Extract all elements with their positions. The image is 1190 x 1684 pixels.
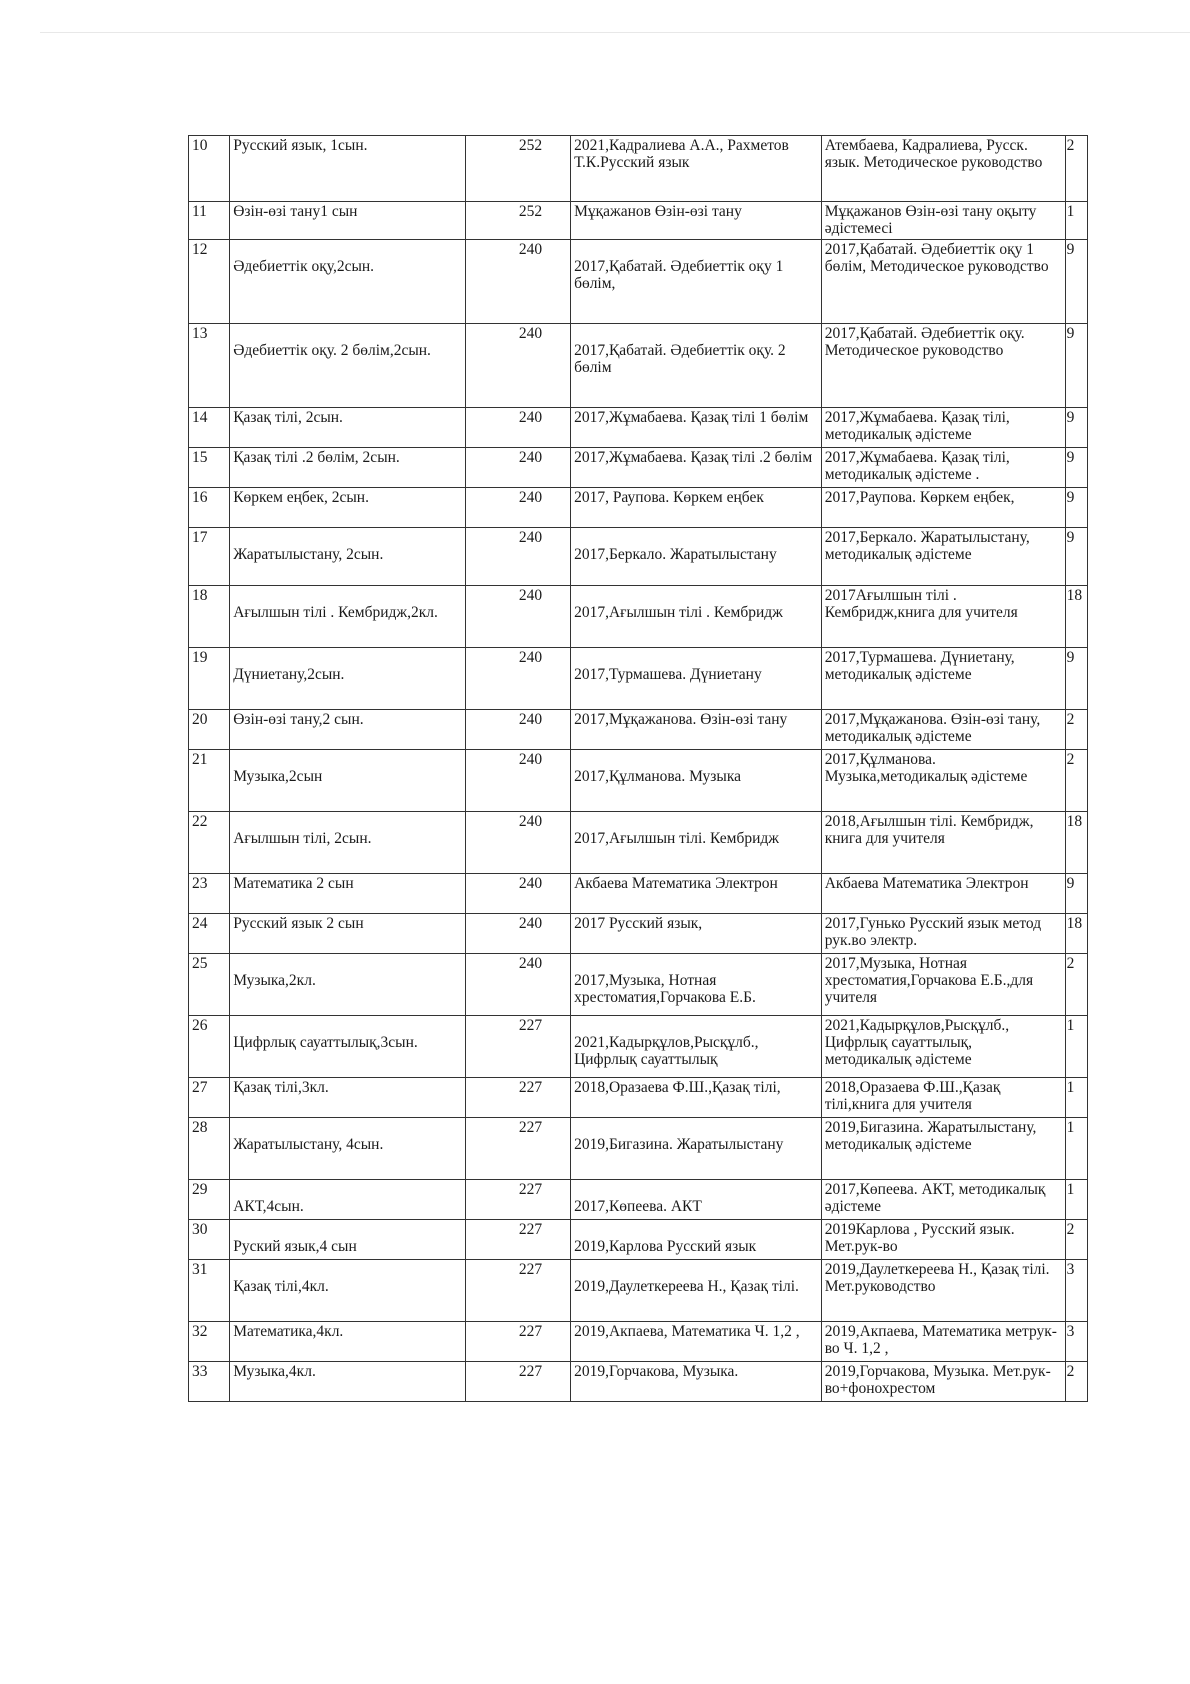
- teacher-guide-cell: 2017,Жұмабаева. Қазақ тілі, методикалық әдістеме: [821, 408, 1065, 448]
- quantity-cell: 9: [1065, 488, 1087, 528]
- student-count-cell: 240: [466, 448, 571, 488]
- table-row: [189, 1322, 1088, 1362]
- table-row: [189, 648, 1088, 710]
- student-count-cell: 240: [466, 710, 571, 750]
- student-count-cell: 227: [466, 1220, 571, 1260]
- subject-cell: Дүниетану,2сын.: [230, 648, 466, 710]
- teacher-guide-cell: 2019Карлова , Русский язык. Мет.рук-во: [821, 1220, 1065, 1260]
- table-row: [189, 1118, 1088, 1180]
- table-row: [189, 710, 1088, 750]
- table-row: [189, 408, 1088, 448]
- textbook-table: [188, 135, 1088, 1402]
- textbook-cell: 2017, Раупова. Көркем еңбек: [571, 488, 822, 528]
- student-count-cell: 240: [466, 954, 571, 1016]
- textbook-table-body: [189, 136, 1088, 1402]
- textbook-cell: 2018,Оразаева Ф.Ш.,Қазақ тілі,: [571, 1078, 822, 1118]
- quantity-cell: 2: [1065, 750, 1087, 812]
- student-count-cell: 227: [466, 1180, 571, 1220]
- teacher-guide-cell: 2018,Оразаева Ф.Ш.,Қазақ тілі,книга для учителя: [821, 1078, 1065, 1118]
- textbook-cell: 2019,Даулеткереева Н., Қазақ тілі.: [571, 1260, 822, 1322]
- quantity-cell: 2: [1065, 1220, 1087, 1260]
- teacher-guide-cell: 2017,Құлманова. Музыка,методикалық әдістеме: [821, 750, 1065, 812]
- teacher-guide-cell: 2017,Музыка, Нотная хрестоматия,Горчакова Е.Б.,для учителя: [821, 954, 1065, 1016]
- table-row: [189, 1016, 1088, 1078]
- student-count-cell: 240: [466, 528, 571, 586]
- quantity-cell: 9: [1065, 240, 1087, 324]
- textbook-cell: 2017,Ағылшын тілі. Кембридж: [571, 812, 822, 874]
- textbook-cell: 2017,Турмашева. Дүниетану: [571, 648, 822, 710]
- subject-cell: Қазақ тілі .2 бөлім, 2сын.: [230, 448, 466, 488]
- table-row: [189, 1078, 1088, 1118]
- teacher-guide-cell: 2017,Мұқажанова. Өзін-өзі тану, методикалық әдістеме: [821, 710, 1065, 750]
- subject-cell: Ағылшын тілі . Кембридж,2кл.: [230, 586, 466, 648]
- student-count-cell: 240: [466, 812, 571, 874]
- teacher-guide-cell: 2017,Беркало. Жаратылыстану, методикалық әдістеме: [821, 528, 1065, 586]
- table-row: [189, 324, 1088, 408]
- textbook-cell: 2017,Мұқажанова. Өзін-өзі тану: [571, 710, 822, 750]
- table-row: [189, 1220, 1088, 1260]
- table-row: [189, 812, 1088, 874]
- quantity-cell: 9: [1065, 408, 1087, 448]
- subject-cell: Жаратылыстану, 4сын.: [230, 1118, 466, 1180]
- quantity-cell: 3: [1065, 1322, 1087, 1362]
- row-number: 21: [189, 750, 230, 812]
- quantity-cell: 9: [1065, 324, 1087, 408]
- student-count-cell: 227: [466, 1118, 571, 1180]
- quantity-cell: 1: [1065, 1118, 1087, 1180]
- row-number: 12: [189, 240, 230, 324]
- textbook-cell: 2017 Русский язык,: [571, 914, 822, 954]
- quantity-cell: 2: [1065, 710, 1087, 750]
- teacher-guide-cell: 2019,Бигазина. Жаратылыстану, методикалық әдістеме: [821, 1118, 1065, 1180]
- textbook-cell: 2021,Кадырқұлов,Рысқұлб., Цифрлық сауаттылық: [571, 1016, 822, 1078]
- student-count-cell: 240: [466, 914, 571, 954]
- quantity-cell: 1: [1065, 1180, 1087, 1220]
- student-count-cell: 227: [466, 1322, 571, 1362]
- textbook-cell: 2017,Беркало. Жаратылыстану: [571, 528, 822, 586]
- textbook-cell: 2019,Карлова Русский язык: [571, 1220, 822, 1260]
- row-number: 22: [189, 812, 230, 874]
- table-row: [189, 586, 1088, 648]
- textbook-cell: 2017,Көпеева. АКТ: [571, 1180, 822, 1220]
- textbook-cell: Акбаева Математика Электрон: [571, 874, 822, 914]
- student-count-cell: 240: [466, 240, 571, 324]
- student-count-cell: 227: [466, 1078, 571, 1118]
- subject-cell: Руский язык,4 сын: [230, 1220, 466, 1260]
- row-number: 27: [189, 1078, 230, 1118]
- scan-edge-line: [40, 32, 1190, 33]
- subject-cell: Көркем еңбек, 2сын.: [230, 488, 466, 528]
- teacher-guide-cell: 2017,Раупова. Көркем еңбек,: [821, 488, 1065, 528]
- student-count-cell: 227: [466, 1016, 571, 1078]
- row-number: 15: [189, 448, 230, 488]
- subject-cell: Музыка,2кл.: [230, 954, 466, 1016]
- table-row: [189, 448, 1088, 488]
- row-number: 18: [189, 586, 230, 648]
- subject-cell: Музыка,4кл.: [230, 1362, 466, 1402]
- row-number: 11: [189, 202, 230, 240]
- subject-cell: Музыка,2сын: [230, 750, 466, 812]
- row-number: 23: [189, 874, 230, 914]
- row-number: 16: [189, 488, 230, 528]
- teacher-guide-cell: 2017,Көпеева. АКТ, методикалық әдістеме: [821, 1180, 1065, 1220]
- subject-cell: Русский язык, 1сын.: [230, 136, 466, 202]
- student-count-cell: 240: [466, 648, 571, 710]
- textbook-cell: 2017,Музыка, Нотная хрестоматия,Горчакова Е.Б.: [571, 954, 822, 1016]
- row-number: 33: [189, 1362, 230, 1402]
- subject-cell: Қазақ тілі, 2сын.: [230, 408, 466, 448]
- textbook-cell: 2019,Акпаева, Математика Ч. 1,2 ,: [571, 1322, 822, 1362]
- textbook-cell: Мұқажанов Өзін-өзі тану: [571, 202, 822, 240]
- table-row: [189, 488, 1088, 528]
- textbook-cell: 2017,Жұмабаева. Қазақ тілі .2 бөлім: [571, 448, 822, 488]
- quantity-cell: 18: [1065, 586, 1087, 648]
- quantity-cell: 18: [1065, 812, 1087, 874]
- teacher-guide-cell: 2017,Қабатай. Әдебиеттік оқу. Методическое руководство: [821, 324, 1065, 408]
- teacher-guide-cell: Акбаева Математика Электрон: [821, 874, 1065, 914]
- table-row: [189, 528, 1088, 586]
- quantity-cell: 2: [1065, 954, 1087, 1016]
- row-number: 24: [189, 914, 230, 954]
- student-count-cell: 227: [466, 1260, 571, 1322]
- textbook-cell: 2019,Горчакова, Музыка.: [571, 1362, 822, 1402]
- quantity-cell: 9: [1065, 448, 1087, 488]
- subject-cell: Математика 2 сын: [230, 874, 466, 914]
- quantity-cell: 18: [1065, 914, 1087, 954]
- table-row: [189, 240, 1088, 324]
- row-number: 17: [189, 528, 230, 586]
- student-count-cell: 252: [466, 136, 571, 202]
- quantity-cell: 2: [1065, 136, 1087, 202]
- teacher-guide-cell: 2017,Гунько Русский язык метод рук.во электр.: [821, 914, 1065, 954]
- table-row: [189, 1362, 1088, 1402]
- student-count-cell: 227: [466, 1362, 571, 1402]
- table-row: [189, 202, 1088, 240]
- subject-cell: Ағылшын тілі, 2сын.: [230, 812, 466, 874]
- subject-cell: Цифрлық сауаттылық,3сын.: [230, 1016, 466, 1078]
- row-number: 32: [189, 1322, 230, 1362]
- subject-cell: Өзін-өзі тану1 сын: [230, 202, 466, 240]
- teacher-guide-cell: 2019,Даулеткереева Н., Қазақ тілі. Мет.руководство: [821, 1260, 1065, 1322]
- row-number: 29: [189, 1180, 230, 1220]
- teacher-guide-cell: 2017Ағылшын тілі . Кембридж,книга для учителя: [821, 586, 1065, 648]
- teacher-guide-cell: 2021,Кадырқұлов,Рысқұлб., Цифрлық сауаттылық, методикалық әдістеме: [821, 1016, 1065, 1078]
- quantity-cell: 1: [1065, 1078, 1087, 1118]
- row-number: 20: [189, 710, 230, 750]
- textbook-cell: 2017,Жұмабаева. Қазақ тілі 1 бөлім: [571, 408, 822, 448]
- quantity-cell: 3: [1065, 1260, 1087, 1322]
- table-row: [189, 1260, 1088, 1322]
- quantity-cell: 1: [1065, 1016, 1087, 1078]
- subject-cell: Қазақ тілі,3кл.: [230, 1078, 466, 1118]
- row-number: 26: [189, 1016, 230, 1078]
- teacher-guide-cell: 2018,Ағылшын тілі. Кембридж, книга для учителя: [821, 812, 1065, 874]
- subject-cell: Русский язык 2 сын: [230, 914, 466, 954]
- table-row: [189, 914, 1088, 954]
- student-count-cell: 252: [466, 202, 571, 240]
- subject-cell: АКТ,4сын.: [230, 1180, 466, 1220]
- textbook-cell: 2019,Бигазина. Жаратылыстану: [571, 1118, 822, 1180]
- inventory-sheet: [188, 135, 1088, 1402]
- row-number: 14: [189, 408, 230, 448]
- teacher-guide-cell: Мұқажанов Өзін-өзі тану оқыту әдістемесі: [821, 202, 1065, 240]
- row-number: 13: [189, 324, 230, 408]
- table-row: [189, 136, 1088, 202]
- student-count-cell: 240: [466, 874, 571, 914]
- subject-cell: Қазақ тілі,4кл.: [230, 1260, 466, 1322]
- table-row: [189, 954, 1088, 1016]
- teacher-guide-cell: 2019,Акпаева, Математика метрук-во Ч. 1,2 ,: [821, 1322, 1065, 1362]
- teacher-guide-cell: 2017,Қабатай. Әдебиеттік оқу 1 бөлім, Методическое руководство: [821, 240, 1065, 324]
- row-number: 30: [189, 1220, 230, 1260]
- subject-cell: Жаратылыстану, 2сын.: [230, 528, 466, 586]
- row-number: 31: [189, 1260, 230, 1322]
- quantity-cell: 1: [1065, 202, 1087, 240]
- row-number: 10: [189, 136, 230, 202]
- student-count-cell: 240: [466, 408, 571, 448]
- quantity-cell: 9: [1065, 874, 1087, 914]
- table-row: [189, 874, 1088, 914]
- row-number: 28: [189, 1118, 230, 1180]
- row-number: 25: [189, 954, 230, 1016]
- textbook-cell: 2017,Ағылшын тілі . Кембридж: [571, 586, 822, 648]
- textbook-cell: 2021,Кадралиева А.А., Рахметов Т.К.Русский язык: [571, 136, 822, 202]
- teacher-guide-cell: 2019,Горчакова, Музыка. Мет.рук-во+фонохрестом: [821, 1362, 1065, 1402]
- textbook-cell: 2017,Қабатай. Әдебиеттік оқу 1 бөлім,: [571, 240, 822, 324]
- textbook-cell: 2017,Құлманова. Музыка: [571, 750, 822, 812]
- student-count-cell: 240: [466, 750, 571, 812]
- teacher-guide-cell: 2017,Турмашева. Дүниетану, методикалық әдістеме: [821, 648, 1065, 710]
- student-count-cell: 240: [466, 488, 571, 528]
- subject-cell: Әдебиеттік оқу. 2 бөлім,2сын.: [230, 324, 466, 408]
- row-number: 19: [189, 648, 230, 710]
- subject-cell: Әдебиеттік оқу,2сын.: [230, 240, 466, 324]
- quantity-cell: 2: [1065, 1362, 1087, 1402]
- textbook-cell: 2017,Қабатай. Әдебиеттік оқу. 2 бөлім: [571, 324, 822, 408]
- teacher-guide-cell: 2017,Жұмабаева. Қазақ тілі, методикалық әдістеме .: [821, 448, 1065, 488]
- student-count-cell: 240: [466, 586, 571, 648]
- quantity-cell: 9: [1065, 528, 1087, 586]
- teacher-guide-cell: Атембаева, Кадралиева, Русск. язык. Методическое руководство: [821, 136, 1065, 202]
- table-row: [189, 1180, 1088, 1220]
- subject-cell: Өзін-өзі тану,2 сын.: [230, 710, 466, 750]
- table-row: [189, 750, 1088, 812]
- student-count-cell: 240: [466, 324, 571, 408]
- quantity-cell: 9: [1065, 648, 1087, 710]
- subject-cell: Математика,4кл.: [230, 1322, 466, 1362]
